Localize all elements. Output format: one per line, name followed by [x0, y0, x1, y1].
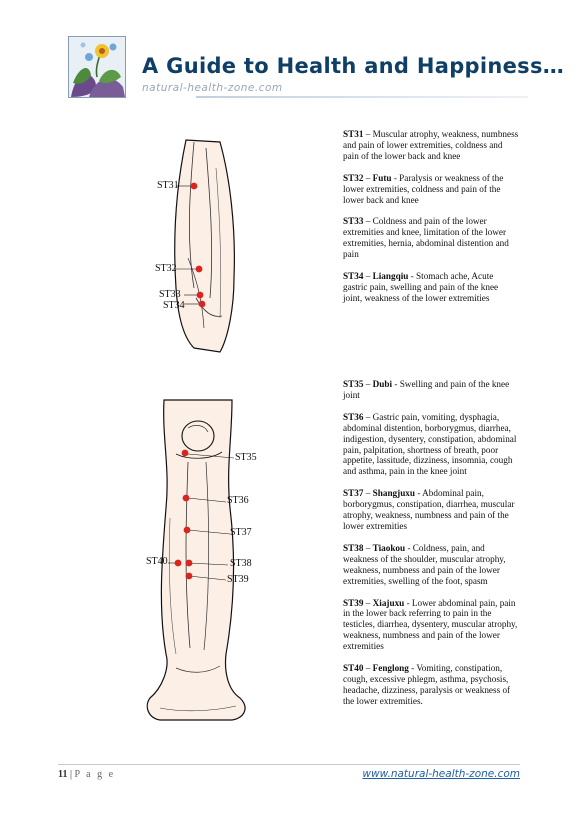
acupoint-st34: [199, 301, 206, 308]
point-indications: - Stomach ache, Acute gastric pain, swelling and pain of the knee joint, weakness of the lower extremities: [343, 271, 499, 303]
label-st35: ST35: [235, 452, 257, 463]
point-name: Shangjuxu: [372, 488, 416, 499]
description-st36: [343, 412, 519, 477]
point-separator: –: [363, 597, 373, 608]
label-st33: ST33: [159, 289, 181, 300]
lower-leg-figure: [140, 398, 260, 724]
label-st32: ST32: [155, 263, 177, 274]
point-indications: - Coldness, pain, and weakness of the shoulder, muscular atrophy, weakness, numbness and pain of the lower extremities, swelling of the foot, spasm: [343, 542, 506, 586]
point-code: ST37: [343, 488, 364, 499]
point-code: ST31: [343, 129, 364, 139]
point-name: Liangqiu: [372, 271, 409, 282]
point-indications: Gastric pain, vomiting, dysphagia, abdominal distention, borborygmus, diarrhea, indigestion, dysentery, constipation, abdominal pain, palpitation, shortness of breath, poor appetite, lassitude, dizziness, insomnia, cough and asthma, pain in the knee joint: [343, 411, 517, 477]
acupoint-st36: [183, 495, 190, 502]
point-code: ST40: [343, 663, 364, 674]
point-indications: - Lower abdominal pain, pain in the lower back referring to pain in the testicles, diarrhea, dysentery, muscular atrophy, weakness, numbness and pain of the lower extremities: [343, 597, 518, 652]
point-separator: –: [363, 216, 373, 227]
page-number-separator: |: [67, 769, 75, 780]
acupoint-st40: [175, 560, 182, 567]
point-name: Fenglong: [372, 663, 409, 674]
acupoint-st32: [196, 266, 203, 273]
point-code: ST36: [343, 411, 364, 422]
description-st34: [343, 271, 519, 304]
description-st39: [343, 598, 519, 653]
point-separator: –: [363, 129, 373, 139]
point-indications: - Abdominal pain, borborygmus, constipation, diarrhea, muscular atrophy, weakness, numbness and pain of the lower extremities: [343, 488, 515, 531]
point-code: ST35: [343, 379, 364, 389]
upper-leg-figure: [150, 138, 250, 354]
description-st37: [343, 488, 519, 532]
upper-leg-illustration: [150, 138, 250, 354]
site-title: A Guide to Health and Happiness…: [142, 54, 565, 78]
website-link[interactable]: www.natural-health-zone.com: [362, 768, 520, 780]
point-name: Futu: [372, 172, 392, 183]
point-indications: Muscular atrophy, weakness, numbness and pain of lower extremities, coldness and pain of the lower back and knee: [343, 129, 519, 161]
description-st31: [343, 129, 519, 162]
page-number-value: 11: [58, 769, 68, 780]
label-st39: ST39: [227, 574, 249, 585]
footer-divider: [58, 764, 520, 765]
point-separator: –: [363, 172, 373, 183]
flower-logo-icon: [68, 36, 126, 98]
point-separator: –: [363, 663, 373, 674]
point-code: ST38: [343, 542, 364, 553]
point-name: Xiajuxu: [372, 597, 405, 608]
acupoint-st31: [191, 183, 198, 190]
description-st38: [343, 543, 519, 587]
page-number: [58, 769, 115, 780]
acupoint-st39: [186, 573, 193, 580]
point-code: ST32: [343, 172, 364, 183]
point-name: Dubi: [372, 379, 393, 389]
acupoint-st35: [182, 450, 189, 457]
description-st40: [343, 663, 519, 707]
header-divider: [196, 96, 528, 98]
point-indications: - Paralysis or weakness of the lower extremities, coldness and pain of the lower back and knee: [343, 172, 504, 205]
label-st40: ST40: [146, 556, 168, 567]
lower-point-descriptions: [343, 379, 519, 718]
point-separator: –: [363, 271, 373, 282]
point-separator: –: [363, 379, 373, 389]
description-st32: [343, 173, 519, 206]
label-st36: ST36: [227, 495, 249, 506]
point-code: ST33: [343, 216, 364, 227]
point-code: ST34: [343, 271, 364, 282]
label-st31: ST31: [157, 180, 179, 191]
description-st35: [343, 379, 519, 401]
point-indications: - Vomiting, constipation, cough, excessive phlegm, asthma, psychosis, headache, dizziness, paralysis or weakness of the lower extremities.: [343, 663, 511, 706]
point-separator: –: [363, 488, 373, 499]
acupoint-st37: [184, 527, 191, 534]
point-separator: –: [363, 411, 373, 422]
label-st37: ST37: [230, 527, 252, 538]
page-word: P a g e: [74, 769, 116, 780]
acupoint-st38: [186, 560, 193, 567]
point-code: ST39: [343, 597, 364, 608]
label-st34: ST34: [163, 300, 185, 311]
page-header: [68, 36, 565, 100]
point-name: Tiaokou: [372, 542, 406, 553]
description-st33: [343, 216, 519, 260]
label-st38: ST38: [230, 558, 252, 569]
acupoint-st33: [197, 292, 204, 299]
point-indications: Coldness and pain of the lower extremities and knee, limitation of the lower extremities, hernia, abdominal distention and pain: [343, 216, 509, 260]
upper-point-descriptions: [343, 129, 519, 315]
point-indications: - Swelling and pain of the knee joint: [343, 379, 510, 400]
site-subtitle: natural-health-zone.com: [142, 82, 283, 94]
point-separator: –: [363, 542, 373, 553]
